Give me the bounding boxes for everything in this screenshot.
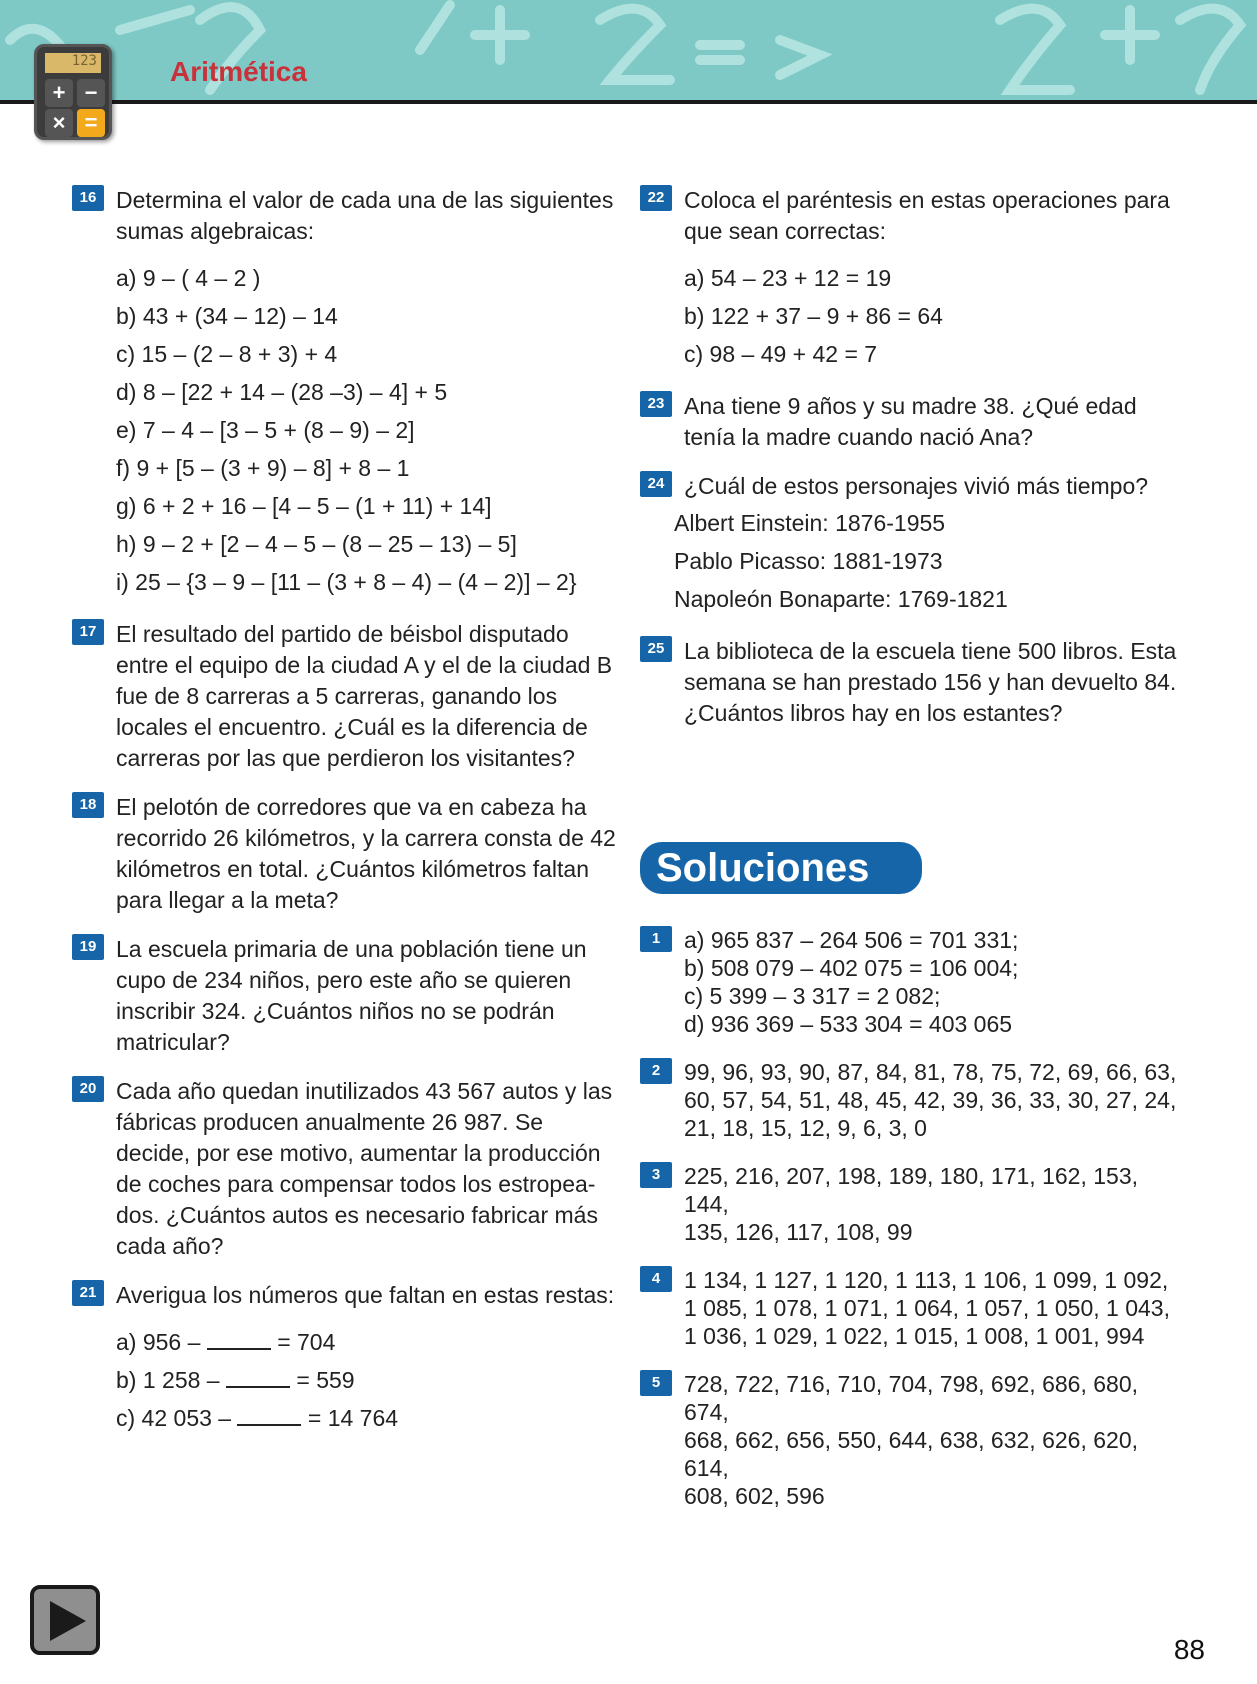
answer-blank: [237, 1408, 301, 1426]
list-item: b) 43 + (34 – 12) – 14: [116, 303, 338, 329]
subtraction-left: c) 42 053 –: [116, 1405, 232, 1431]
page-number: 88: [1173, 1634, 1205, 1665]
answer-blank: [226, 1370, 290, 1388]
solution-5: [640, 1370, 1180, 1510]
exercise-items: [116, 1323, 622, 1437]
calculator-screen: 123: [45, 53, 101, 73]
section-title: Aritmética: [170, 56, 307, 87]
exercise-number: 25: [640, 636, 672, 662]
subtraction-right: = 704: [277, 1329, 336, 1355]
subtraction-right: = 559: [296, 1367, 355, 1393]
exercise-number: 19: [72, 934, 104, 960]
solution-line: 60, 57, 54, 51, 48, 45, 42, 39, 36, 33, 30, 27, 24,: [684, 1087, 1177, 1113]
exercise-statement: El pelotón de corredores que va en cabeza ha recorrido 26 kilómetros, y la carrera consta de 42 kilómetros en total. ¿Cuántos kilómetros faltan para llegar a la meta?: [116, 794, 616, 913]
solutions-list: [640, 926, 1180, 1530]
solution-line: 728, 722, 716, 710, 704, 798, 692, 686, 680, 674,: [684, 1371, 1139, 1425]
play-icon: [46, 1599, 88, 1643]
play-button[interactable]: [30, 1585, 100, 1655]
exercise-number: 16: [72, 185, 104, 211]
exercise-16: [72, 185, 622, 601]
exercise-number: 24: [640, 471, 672, 497]
solutions-title: Soluciones: [640, 842, 922, 894]
exercise-items: [674, 504, 1180, 618]
exercise-statement: Ana tiene 9 años y su madre 38. ¿Qué edad tenía la madre cuando nació Ana?: [684, 393, 1137, 450]
exercise-items: [116, 259, 622, 601]
equals-key-icon: =: [77, 109, 105, 137]
exercise-21: [72, 1280, 622, 1437]
list-item: Albert Einstein: 1876-1955: [674, 510, 946, 536]
solution-line: 1 085, 1 078, 1 071, 1 064, 1 057, 1 050, 1 043,: [684, 1295, 1170, 1321]
exercise-18: [72, 792, 622, 916]
solution-4: [640, 1266, 1180, 1350]
exercise-24: [640, 471, 1180, 618]
solution-line: 1 036, 1 029, 1 022, 1 015, 1 008, 1 001, 994: [684, 1323, 1145, 1349]
solution-line: 135, 126, 117, 108, 99: [684, 1219, 913, 1245]
exercise-25: [640, 636, 1180, 729]
exercise-number: 22: [640, 185, 672, 211]
solution-line: d) 936 369 – 533 304 = 403 065: [684, 1011, 1013, 1037]
subtraction-left: b) 1 258 –: [116, 1367, 220, 1393]
solution-line: b) 508 079 – 402 075 = 106 004;: [684, 955, 1019, 981]
list-item: g) 6 + 2 + 16 – [4 – 5 – (1 + 11) + 14]: [116, 493, 492, 519]
list-item: i) 25 – {3 – 9 – [11 – (3 + 8 – 4) – (4 – 2)] – 2}: [116, 569, 577, 595]
solution-line: 1 134, 1 127, 1 120, 1 113, 1 106, 1 099, 1 092,: [684, 1267, 1169, 1293]
exercise-statement: La biblioteca de la escuela tiene 500 libros. Esta semana se han prestado 156 y han devuelto 84. ¿Cuántos libros hay en los estantes?: [684, 638, 1177, 726]
solution-line: 21, 18, 15, 12, 9, 6, 3, 0: [684, 1115, 927, 1141]
left-column: [72, 185, 622, 1455]
times-key-icon: ×: [45, 109, 73, 137]
exercise-statement: Coloca el paréntesis en estas operaciones para que sean correctas:: [684, 187, 1170, 244]
calculator-icon: [34, 44, 112, 140]
list-item: d) 8 – [22 + 14 – (28 –3) – 4] + 5: [116, 379, 448, 405]
chalk-decoration: [0, 0, 1257, 104]
exercise-statement: ¿Cuál de estos personajes vivió más tiempo?: [684, 473, 1149, 499]
exercise-statement: La escuela primaria de una población tiene un cupo de 234 niños, pero este año se quieren inscribir 324. ¿Cuántos niños no se podrán matricular?: [116, 936, 587, 1055]
list-item: b) 122 + 37 – 9 + 86 = 64: [684, 303, 943, 329]
exercise-number: 17: [72, 619, 104, 645]
exercise-statement: Cada año quedan inutilizados 43 567 autos y las fábricas producen anualmente 26 987. Se decide, por ese motivo, aumentar la producción de coches para compensar todos los estropeados. ¿Cuántos autos es necesario fabricar más cada año?: [116, 1078, 613, 1259]
exercise-number: 23: [640, 391, 672, 417]
exercise-items: [684, 259, 1180, 373]
list-item: f) 9 + [5 – (3 + 9) – 8] + 8 – 1: [116, 455, 410, 481]
subtraction-left: a) 956 –: [116, 1329, 201, 1355]
exercise-number: 18: [72, 792, 104, 818]
solution-number: 1: [640, 926, 672, 952]
right-column: [640, 185, 1180, 747]
solution-number: 2: [640, 1058, 672, 1084]
exercise-number: 21: [72, 1280, 104, 1306]
list-item: [116, 1323, 622, 1361]
solution-1: [640, 926, 1180, 1038]
solution-line: 99, 96, 93, 90, 87, 84, 81, 78, 75, 72, 69, 66, 63,: [684, 1059, 1177, 1085]
exercise-statement: Determina el valor de cada una de las siguientes sumas algebraicas:: [116, 187, 614, 244]
exercise-17: [72, 619, 622, 774]
solution-line: c) 5 399 – 3 317 = 2 082;: [684, 983, 941, 1009]
list-item: [116, 1361, 622, 1399]
exercise-22: [640, 185, 1180, 373]
exercise-19: [72, 934, 622, 1058]
exercise-20: [72, 1076, 622, 1262]
list-item: h) 9 – 2 + [2 – 4 – 5 – (8 – 25 – 13) – 5]: [116, 531, 517, 557]
list-item: Napoleón Bonaparte: 1769-1821: [674, 586, 1008, 612]
solution-number: 3: [640, 1162, 672, 1188]
list-item: Pablo Picasso: 1881-1973: [674, 548, 943, 574]
exercise-statement: El resultado del partido de béisbol disputado entre el equipo de la ciudad A y el de la ciudad B fue de 8 carreras a 5 carreras, ganando los locales el encuentro. ¿Cuál es la diferencia de carreras por las que perdieron los visitantes?: [116, 621, 613, 771]
minus-key-icon: −: [77, 79, 105, 107]
solution-number: 5: [640, 1370, 672, 1396]
solution-2: [640, 1058, 1180, 1142]
list-item: a) 9 – ( 4 – 2 ): [116, 265, 261, 291]
solution-line: 608, 602, 596: [684, 1483, 825, 1509]
solution-line: 225, 216, 207, 198, 189, 180, 171, 162, 153, 144,: [684, 1163, 1139, 1217]
subtraction-right: = 14 764: [307, 1405, 399, 1431]
exercise-statement: Averigua los números que faltan en estas restas:: [116, 1282, 615, 1308]
list-item: e) 7 – 4 – [3 – 5 + (8 – 9) – 2]: [116, 417, 415, 443]
plus-key-icon: +: [45, 79, 73, 107]
list-item: c) 98 – 49 + 42 = 7: [684, 341, 878, 367]
list-item: [116, 1399, 622, 1437]
answer-blank: [207, 1332, 271, 1350]
solution-number: 4: [640, 1266, 672, 1292]
solution-line: a) 965 837 – 264 506 = 701 331;: [684, 927, 1019, 953]
solution-3: [640, 1162, 1180, 1246]
exercise-23: [640, 391, 1180, 453]
list-item: c) 15 – (2 – 8 + 3) + 4: [116, 341, 338, 367]
page-header: [0, 0, 1257, 104]
exercise-number: 20: [72, 1076, 104, 1102]
list-item: a) 54 – 23 + 12 = 19: [684, 265, 892, 291]
solution-line: 668, 662, 656, 550, 644, 638, 632, 626, 620, 614,: [684, 1427, 1139, 1481]
